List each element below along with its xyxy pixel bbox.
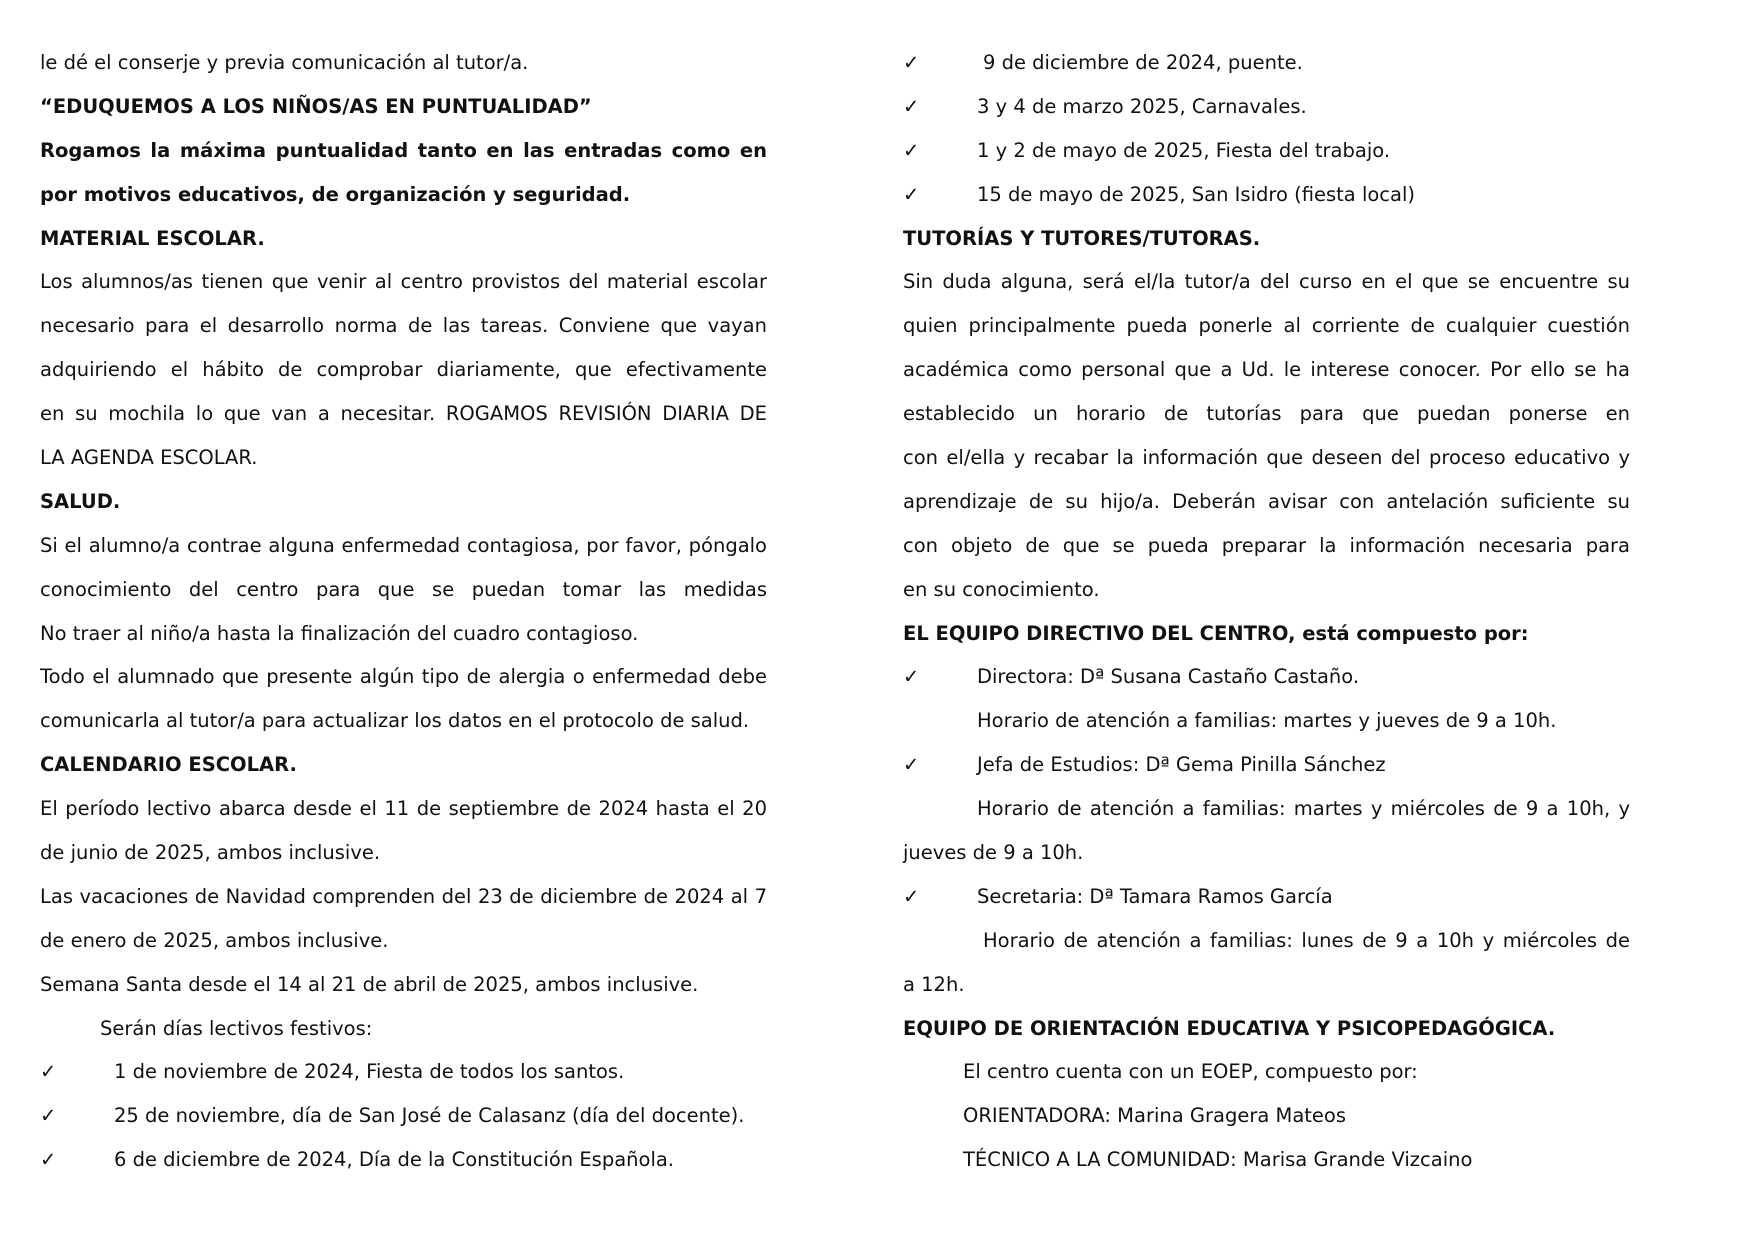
list-item-text: 1 de noviembre de 2024, Fiesta de todos los santos.: [114, 1060, 625, 1084]
left-column: [40, 41, 767, 1182]
list-item: [903, 743, 1630, 787]
section-heading-calendario: CALENDARIO ESCOLAR.: [40, 753, 297, 777]
list-item: [40, 1138, 767, 1182]
list-item-text: Jefa de Estudios: Dª Gema Pinilla Sánchez: [977, 753, 1386, 777]
text-line: Sin duda alguna, será el/la tutor/a del curso en el que se encuentre su: [903, 270, 1630, 294]
text-line: de enero de 2025, ambos inclusive.: [40, 928, 389, 952]
checkmark-icon: ✓: [903, 182, 920, 206]
text-line: Los alumnos/as tienen que venir al centro provistos del material escolar: [40, 270, 767, 294]
list-item: [903, 85, 1630, 129]
text-line: a 12h.: [903, 972, 965, 996]
text-line: Semana Santa desde el 14 al 21 de abril de 2025, ambos inclusive.: [40, 972, 699, 996]
text-line: Rogamos la máxima puntualidad tanto en las entradas como en: [40, 138, 767, 162]
list-item: [903, 875, 1630, 919]
text-line: Horario de atención a familias: martes y jueves de 9 a 10h.: [977, 709, 1557, 733]
list-item-text: 9 de diciembre de 2024, puente.: [983, 51, 1303, 74]
list-item-text: Secretaria: Dª Tamara Ramos García: [977, 884, 1333, 908]
list-item-text: 6 de diciembre de 2024, Día de la Constitución Española.: [114, 1148, 675, 1172]
checkmark-icon: ✓: [903, 665, 920, 689]
text-line: Todo el alumnado que presente algún tipo de alergia o enfermedad debe: [40, 665, 767, 689]
checkmark-icon: ✓: [903, 138, 920, 162]
list-item-text: Directora: Dª Susana Castaño Castaño.: [977, 665, 1360, 689]
text-line: necesario para el desarrollo norma de las tareas. Conviene que vayan: [40, 314, 767, 338]
punctuality-heading: “EDUQUEMOS A LOS NIÑOS/AS EN PUNTUALIDAD”: [40, 94, 592, 118]
list-item: [903, 41, 1630, 85]
text-line: Las vacaciones de Navidad comprenden del 23 de diciembre de 2024 al 7: [40, 884, 767, 908]
list-item-text: 1 y 2 de mayo de 2025, Fiesta del trabajo.: [977, 138, 1391, 162]
text-line: Serán días lectivos festivos:: [100, 1016, 373, 1040]
text-line: con el/ella y recabar la información que deseen del proceso educativo y: [903, 446, 1630, 470]
text-line: con objeto de que se pueda preparar la información necesaria para: [903, 533, 1630, 557]
section-heading-tutorias: TUTORÍAS Y TUTORES/TUTORAS.: [903, 226, 1261, 250]
text-line: Si el alumno/a contrae alguna enfermedad contagiosa, por favor, póngalo: [40, 533, 767, 557]
text-line: en su conocimiento.: [903, 577, 1100, 601]
text-line: El período lectivo abarca desde el 11 de septiembre de 2024 hasta el 20: [40, 797, 767, 821]
text-line: LA AGENDA ESCOLAR.: [40, 446, 258, 470]
text-line: comunicarla al tutor/a para actualizar los datos en el protocolo de salud.: [40, 709, 750, 733]
text-line: establecido un horario de tutorías para que puedan ponerse en: [903, 402, 1630, 426]
list-item: [903, 173, 1630, 217]
list-item: [40, 1050, 767, 1094]
text-line: Horario de atención a familias: lunes de 9 a 10h y miércoles de: [983, 928, 1630, 952]
text-line: adquiriendo el hábito de comprobar diariamente, que efectivamente: [40, 358, 767, 382]
text-line: El centro cuenta con un EOEP, compuesto por:: [963, 1060, 1418, 1084]
list-item: [903, 655, 1630, 699]
section-heading-equipo-directivo: EL EQUIPO DIRECTIVO DEL CENTRO, está compuesto por:: [903, 621, 1529, 645]
text-line: académica como personal que a Ud. le interese conocer. Por ello se ha: [903, 358, 1630, 382]
list-item-text: 15 de mayo de 2025, San Isidro (fiesta local): [977, 182, 1415, 206]
checkmark-icon: ✓: [903, 884, 920, 908]
text-line: aprendizaje de su hijo/a. Deberán avisar con antelación suficiente su: [903, 489, 1630, 513]
list-item: [903, 129, 1630, 173]
text-line: jueves de 9 a 10h.: [903, 841, 1084, 865]
section-heading-salud: SALUD.: [40, 489, 121, 513]
text-line: de junio de 2025, ambos inclusive.: [40, 841, 381, 865]
right-column: [903, 41, 1630, 1182]
checkmark-icon: ✓: [903, 94, 920, 118]
checkmark-icon: ✓: [903, 753, 920, 777]
checkmark-icon: ✓: [40, 1148, 57, 1172]
list-item-text: 3 y 4 de marzo 2025, Carnavales.: [977, 94, 1307, 118]
list-item-text: 25 de noviembre, día de San José de Calasanz (día del docente).: [114, 1104, 745, 1128]
checkmark-icon: ✓: [40, 1104, 57, 1128]
text-line: quien principalmente pueda ponerle al corriente de cualquier cuestión: [903, 314, 1630, 338]
text-line: No traer al niño/a hasta la finalización del cuadro contagioso.: [40, 621, 639, 645]
list-item: [40, 1094, 767, 1138]
text-line: conocimiento del centro para que se puedan tomar las medidas: [40, 577, 767, 601]
text-line: TÉCNICO A LA COMUNIDAD: Marisa Grande Vizcaino: [963, 1148, 1473, 1172]
text-line: por motivos educativos, de organización y seguridad.: [40, 182, 631, 206]
text-line: en su mochila lo que van a necesitar. ROGAMOS REVISIÓN DIARIA DE: [40, 402, 767, 426]
text-line: Horario de atención a familias: martes y miércoles de 9 a 10h, y: [977, 797, 1630, 821]
checkmark-icon: ✓: [40, 1060, 57, 1084]
section-heading-material: MATERIAL ESCOLAR.: [40, 226, 265, 250]
text-line: ORIENTADORA: Marina Gragera Mateos: [963, 1104, 1347, 1128]
section-heading-orientacion: EQUIPO DE ORIENTACIÓN EDUCATIVA Y PSICOPEDAGÓGICA.: [903, 1016, 1556, 1040]
text-line: le dé el conserje y previa comunicación al tutor/a.: [40, 51, 529, 74]
checkmark-icon: ✓: [903, 51, 920, 74]
